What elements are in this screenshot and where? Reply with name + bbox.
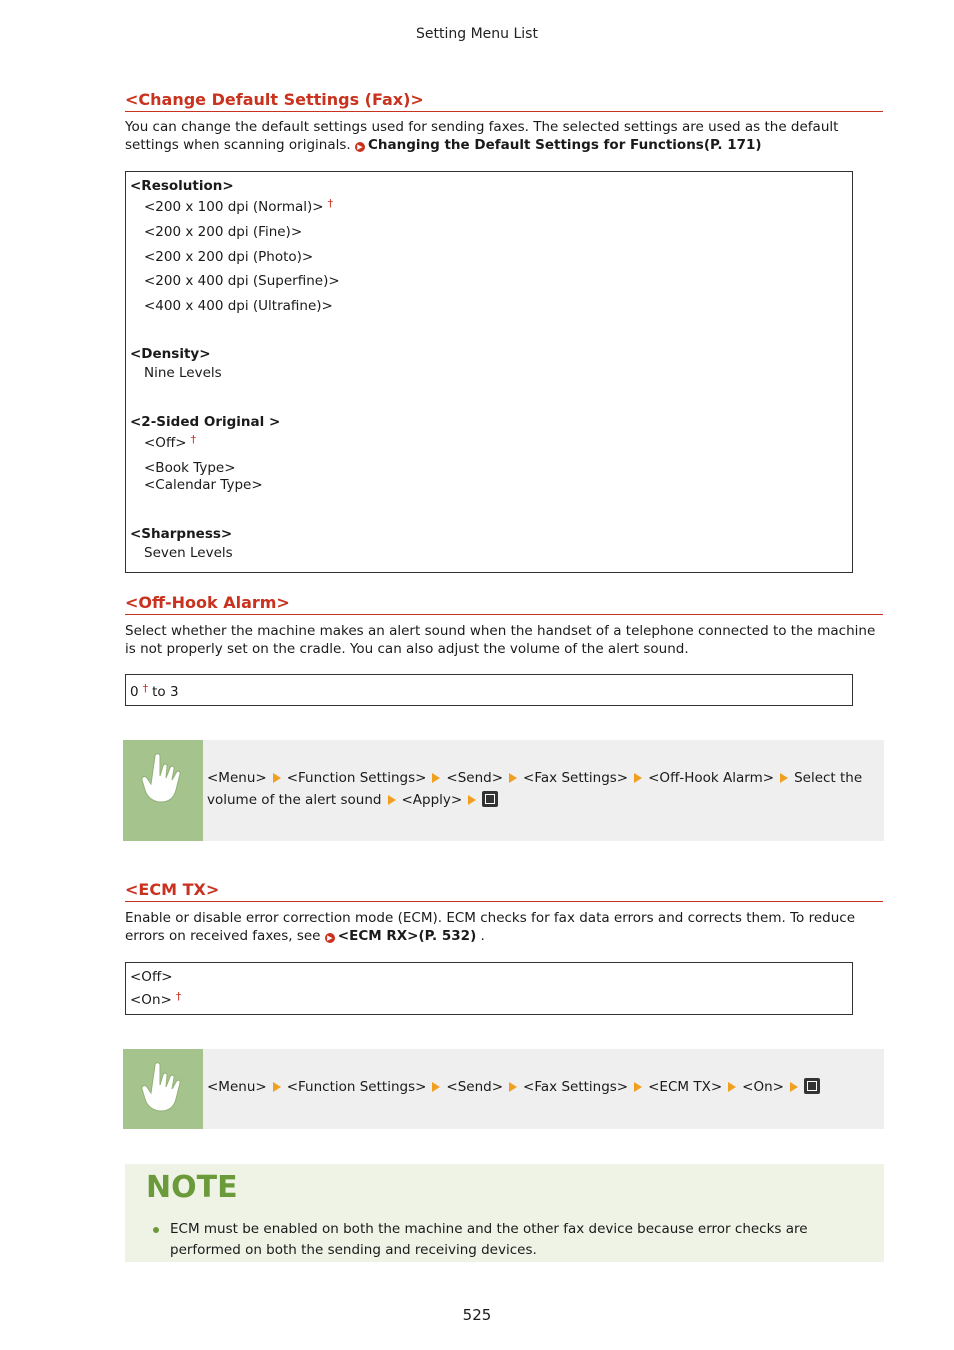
touch-hand-icon xyxy=(123,740,203,841)
ecm-options-box xyxy=(125,962,853,1015)
two-sided-option: <Book Type> xyxy=(144,460,236,476)
link-ecm-rx[interactable] xyxy=(325,928,476,944)
fax-defaults-description xyxy=(125,118,883,154)
resolution-option: <200 x 400 dpi (Superfine)> xyxy=(144,273,340,289)
section-heading-fax-defaults: <Change Default Settings (Fax)> xyxy=(125,90,883,112)
running-header: Setting Menu List xyxy=(416,26,538,42)
density-title: <Density> xyxy=(130,346,211,362)
touch-hand-icon xyxy=(123,1049,203,1129)
default-marker: † xyxy=(327,197,334,210)
home-icon xyxy=(804,1078,820,1094)
off-hook-range: 0 † to 3 xyxy=(130,682,179,700)
default-marker: † xyxy=(190,433,197,446)
link-arrow-icon: ▶ xyxy=(355,142,365,152)
note-text: ECM must be enabled on both the machine and the other fax device because error checks are performed on both the sending and receiving devices. xyxy=(170,1221,808,1258)
resolution-option: <200 x 200 dpi (Photo)> xyxy=(144,249,314,265)
resolution-title: <Resolution> xyxy=(130,178,234,194)
section-heading-ecm-tx: <ECM TX> xyxy=(125,880,883,902)
page-number: 525 xyxy=(462,1306,492,1324)
note-title: NOTE xyxy=(146,1170,238,1205)
link-arrow-icon: ▶ xyxy=(325,933,335,943)
density-value: Nine Levels xyxy=(144,365,222,381)
two-sided-option: <Calendar Type> xyxy=(144,477,263,493)
ecm-option: <Off> xyxy=(130,969,173,985)
note-box xyxy=(125,1164,884,1262)
sharpness-title: <Sharpness> xyxy=(130,526,233,542)
off-hook-procedure xyxy=(123,740,884,841)
section-heading-off-hook: <Off-Hook Alarm> xyxy=(125,593,883,615)
bullet-icon xyxy=(153,1227,159,1233)
link-label: <ECM RX>(P. 532) xyxy=(337,928,477,944)
ecm-procedure xyxy=(123,1049,884,1129)
fax-defaults-settings-box xyxy=(125,171,853,573)
default-marker: † xyxy=(142,682,149,695)
link-change-default-settings[interactable] xyxy=(355,137,762,153)
resolution-option: <200 x 100 dpi (Normal)> † xyxy=(144,197,334,215)
fax-defaults-desc-text: You can change the default settings used for sending faxes. The selected settings are used as the default settings when scanning originals. xyxy=(125,119,839,153)
home-icon xyxy=(482,791,498,807)
default-marker: † xyxy=(175,990,182,1003)
ecm-option: <On> † xyxy=(130,990,182,1008)
ecm-description: Enable or disable error correction mode (ECM). ECM checks for fax data errors and corrects them. To reduce errors on received faxes, see ▶ <ECM RX>(P. 532) . xyxy=(125,910,856,944)
off-hook-menu-path: <Menu> <Function Settings> <Send> <Fax Settings> <Off-Hook Alarm> Select the volume of the alert sound <Apply> xyxy=(207,770,863,808)
sharpness-value: Seven Levels xyxy=(144,545,233,561)
ecm-menu-path: <Menu> <Function Settings> <Send> <Fax Settings> <ECM TX> <On> xyxy=(207,1076,877,1098)
off-hook-range-box xyxy=(125,674,853,706)
off-hook-description: Select whether the machine makes an alert sound when the handset of a telephone connected to the machine is not properly set on the cradle. You can also adjust the volume of the alert sound. xyxy=(125,623,876,657)
resolution-option: <400 x 400 dpi (Ultrafine)> xyxy=(144,298,333,314)
two-sided-title: <2-Sided Original > xyxy=(130,414,281,430)
link-label: Changing the Default Settings for Functions(P. 171) xyxy=(367,137,762,153)
resolution-option: <200 x 200 dpi (Fine)> xyxy=(144,224,303,240)
two-sided-option: <Off> † xyxy=(144,433,197,451)
